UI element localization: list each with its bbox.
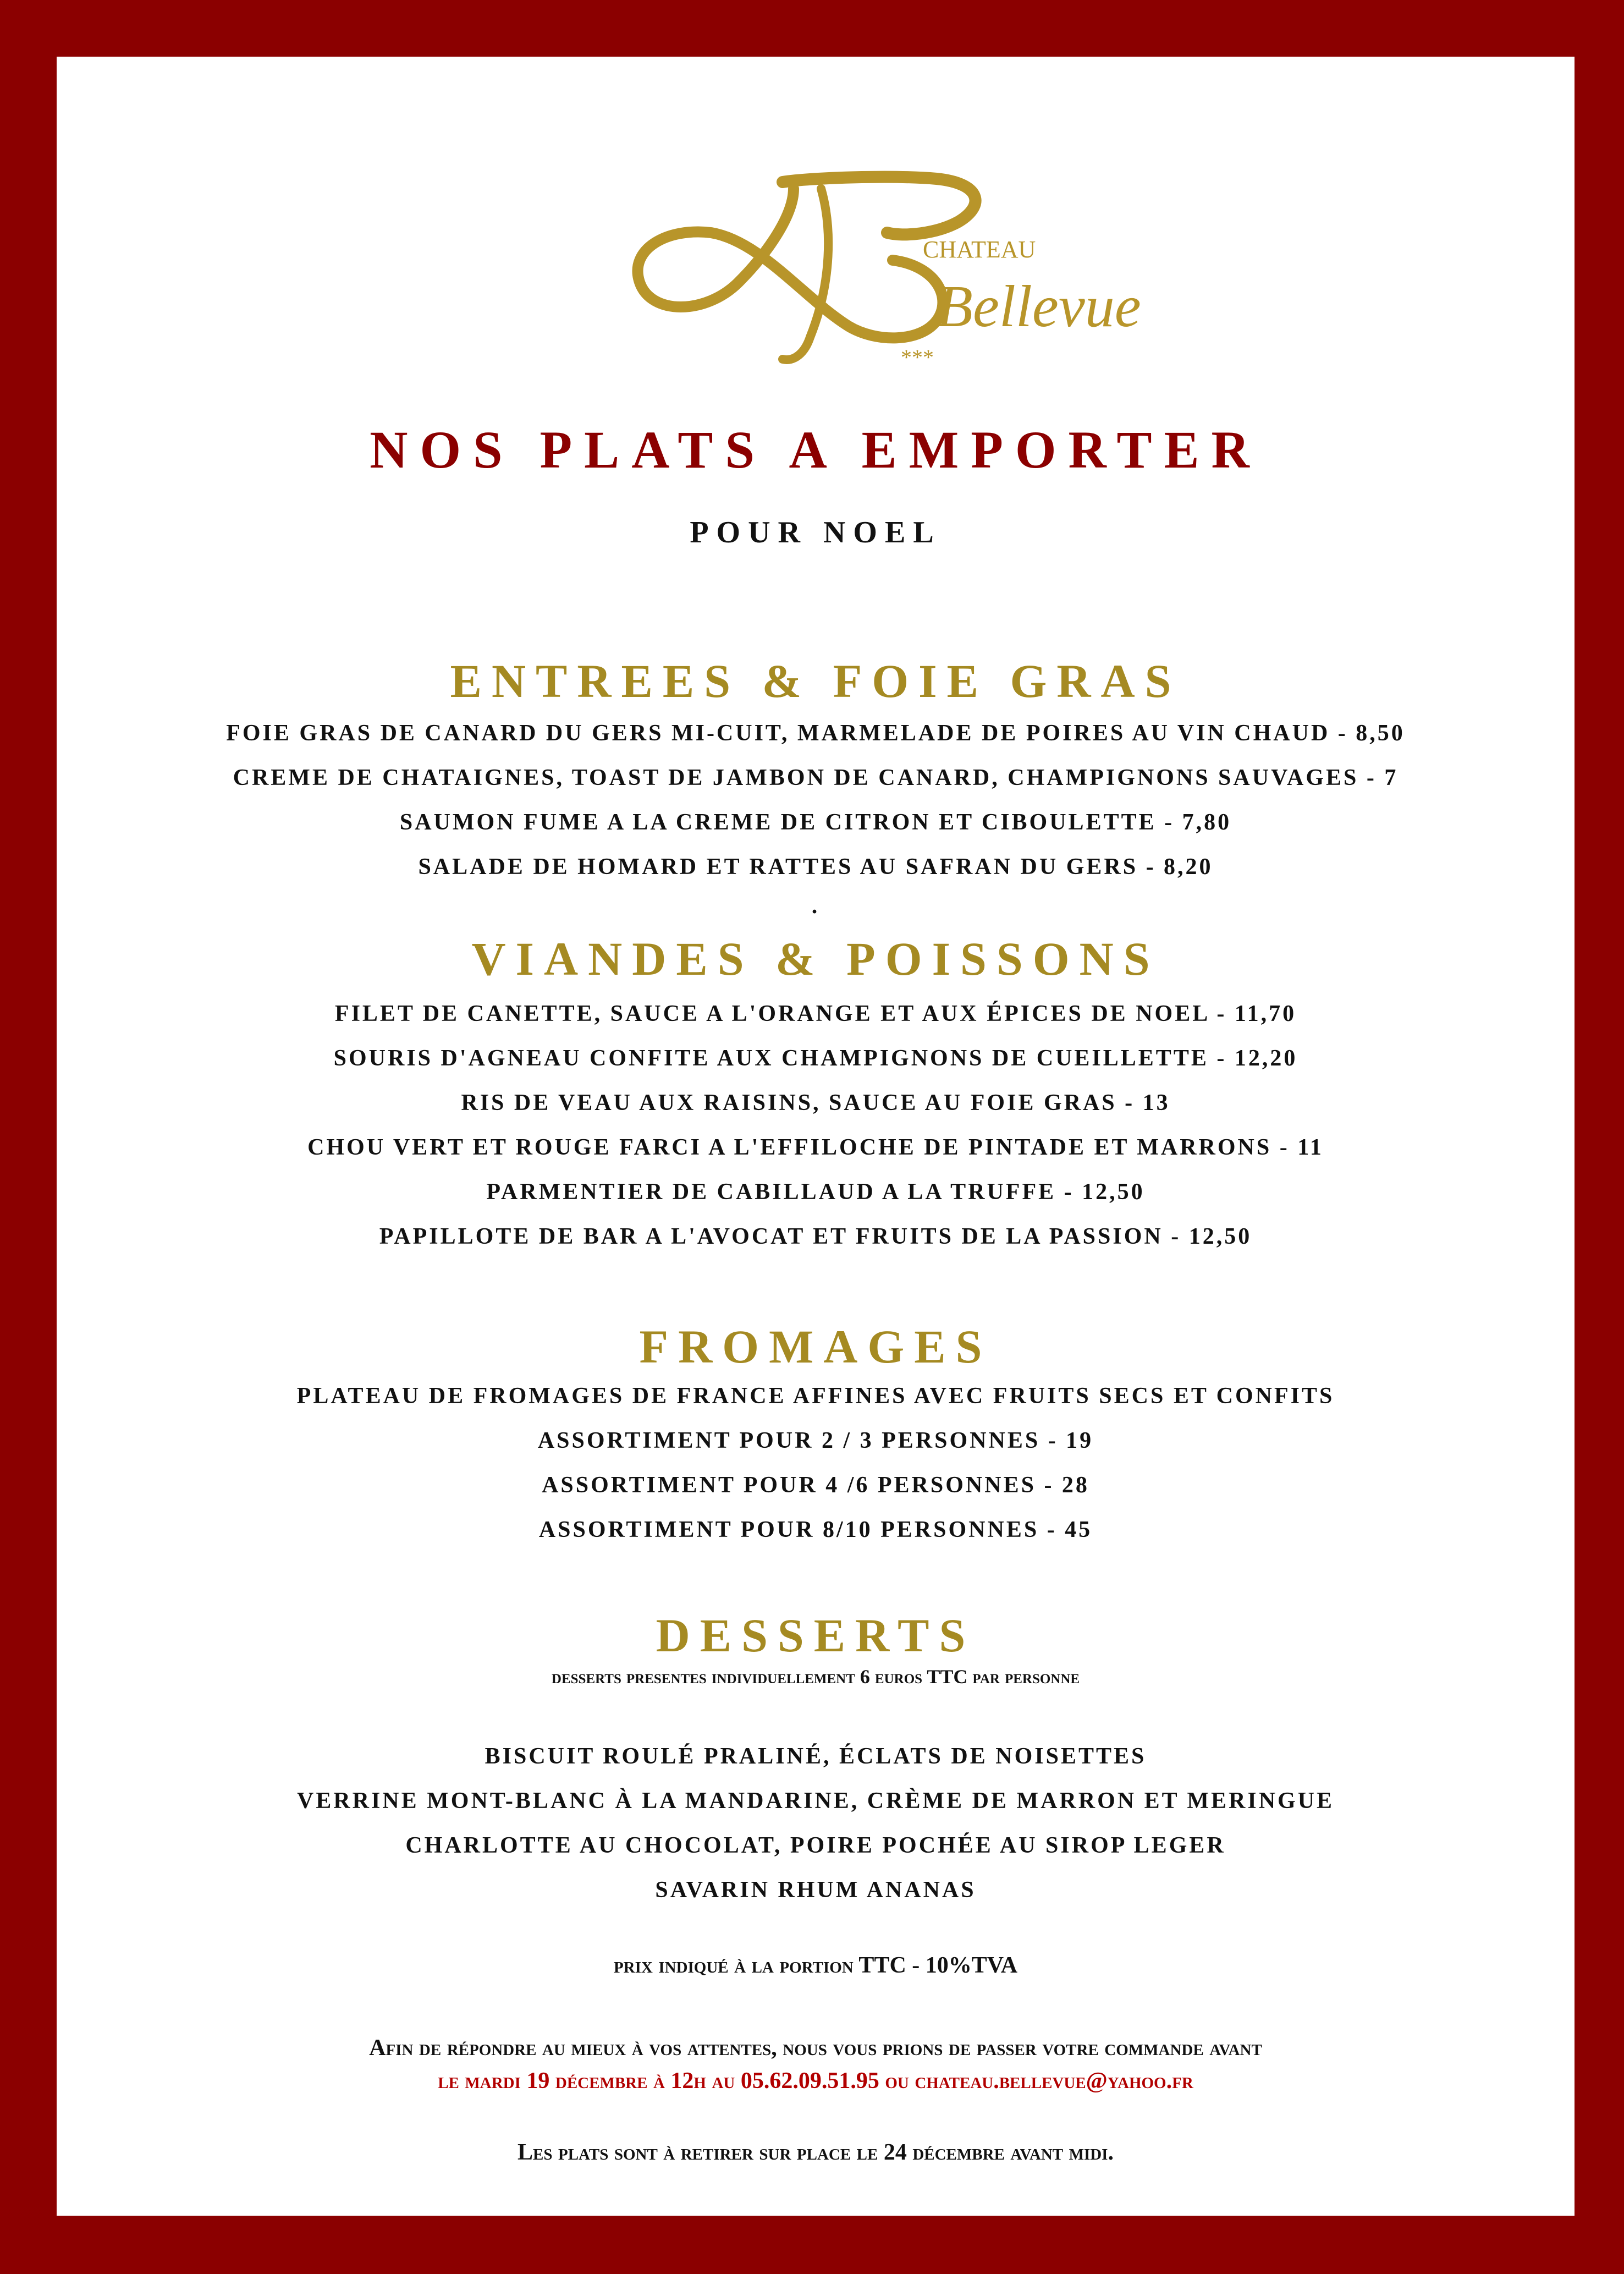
- separator-dot: .: [811, 893, 820, 919]
- logo-stars: ***: [901, 345, 934, 370]
- logo-small-text: CHATEAU: [923, 236, 1036, 263]
- menu-item: CHARLOTTE AU CHOCOLAT, POIRE POCHÉE AU SIROP LEGER: [405, 1833, 1226, 1858]
- fromages-list: [57, 1374, 1575, 1552]
- desserts-list: [57, 1734, 1575, 1913]
- section-heading-viandes: VIANDES & POISSONS: [471, 932, 1160, 985]
- logo-name: Bellevue: [937, 274, 1141, 339]
- order-instructions: Afin de répondre au mieux à vos attentes, nous vous prions de passer votre commande avant: [369, 2035, 1262, 2061]
- menu-item: FILET DE CANETTE, SAUCE A L'ORANGE ET AUX ÉPICES DE NOEL - 11,70: [334, 1001, 1297, 1026]
- menu-item: ASSORTIMENT POUR 2 / 3 PERSONNES - 19: [537, 1428, 1094, 1453]
- menu-item: BISCUIT ROULÉ PRALINÉ, ÉCLATS DE NOISETTES: [485, 1744, 1147, 1769]
- menu-item: ASSORTIMENT POUR 4 /6 PERSONNES - 28: [542, 1473, 1089, 1498]
- section-heading-entrees: ENTREES & FOIE GRAS: [450, 655, 1181, 707]
- menu-item: SAUMON FUME A LA CREME DE CITRON ET CIBOULETTE - 7,80: [399, 810, 1232, 835]
- page-title: NOS PLATS A EMPORTER: [370, 420, 1262, 479]
- section-heading-desserts: DESSERTS: [656, 1609, 976, 1662]
- menu-item: SALADE DE HOMARD ET RATTES AU SAFRAN DU GERS - 8,20: [418, 854, 1213, 880]
- menu-item: CREME DE CHATAIGNES, TOAST DE JAMBON DE CANARD, CHAMPIGNONS SAUVAGES - 7: [233, 765, 1399, 790]
- chateau-bellevue-logo: [629, 172, 1141, 381]
- menu-item: PLATEAU DE FROMAGES DE FRANCE AFFINES AVEC FRUITS SECS ET CONFITS: [296, 1383, 1335, 1409]
- pickup-note: Les plats sont à retirer sur place le 24 décembre avant midi.: [518, 2140, 1114, 2165]
- menu-item: PAPILLOTE DE BAR A L'AVOCAT ET FRUITS DE LA PASSION - 12,50: [379, 1224, 1252, 1249]
- menu-item: PARMENTIER DE CABILLAUD A LA TRUFFE - 12,50: [486, 1179, 1145, 1205]
- menu-page: [57, 57, 1575, 2216]
- viandes-list: [57, 992, 1575, 1259]
- menu-item: FOIE GRAS DE CANARD DU GERS MI-CUIT, MARMELADE DE POIRES AU VIN CHAUD - 8,50: [226, 721, 1405, 746]
- menu-item: SOURIS D'AGNEAU CONFITE AUX CHAMPIGNONS DE CUEILLETTE - 12,20: [333, 1046, 1298, 1071]
- menu-item: CHOU VERT ET ROUGE FARCI A L'EFFILOCHE DE PINTADE ET MARRONS - 11: [307, 1135, 1324, 1160]
- page-subtitle: POUR NOEL: [690, 515, 942, 550]
- price-note: prix indiqué à la portion TTC - 10%TVA: [613, 1953, 1018, 1978]
- menu-item: SAVARIN RHUM ANANAS: [655, 1877, 976, 1903]
- menu-item: ASSORTIMENT POUR 8/10 PERSONNES - 45: [538, 1517, 1093, 1542]
- entrees-list: [57, 711, 1575, 922]
- menu-item: RIS DE VEAU AUX RAISINS, SAUCE AU FOIE GRAS - 13: [461, 1090, 1170, 1116]
- section-heading-fromages: FROMAGES: [639, 1320, 992, 1373]
- desserts-intro: desserts presentes individuellement 6 euros TTC par personne: [551, 1666, 1080, 1688]
- order-deadline-contact: le mardi 19 décembre à 12h au 05.62.09.51.95 ou chateau.bellevue@yahoo.fr: [438, 2068, 1193, 2094]
- menu-item: VERRINE MONT-BLANC À LA MANDARINE, CRÈME DE MARRON ET MERINGUE: [296, 1788, 1335, 1814]
